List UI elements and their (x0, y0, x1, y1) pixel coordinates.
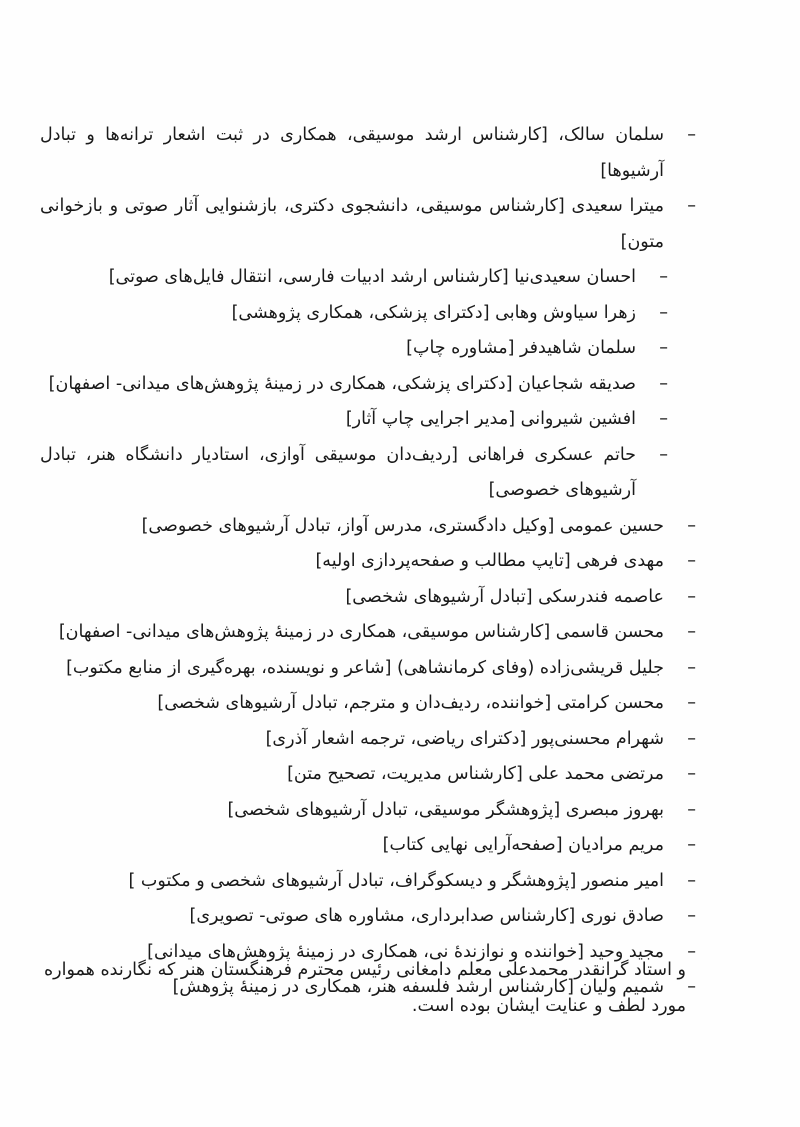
list-dash: – (659, 267, 668, 287)
list-dash: – (659, 444, 668, 465)
list-item-text: سلمان سالک، [کارشناس ارشد موسیقی، همکاری در ثبت اشعار ترانه‌ها و تبادل آرشیوها] (40, 125, 664, 181)
list-dash: – (687, 941, 696, 962)
list-item (40, 899, 696, 935)
list-item-text: احسان سعیدی‌نیا [کارشناس ارشد ادبیات فارسی، انتقال فایل‌های صوتی] (108, 267, 636, 287)
list-item (40, 118, 696, 189)
list-item-text: حاتم عسکری فراهانی [ردیف‌دان موسیقی آوازی، استادیار دانشگاه هنر، تبادل آرشیوهای خصوصی] (40, 444, 636, 500)
list-dash: – (687, 586, 696, 607)
list-item (40, 331, 668, 367)
list-dash: – (687, 870, 696, 891)
list-item-text: سلمان شاهیدفر [مشاوره چاپ] (406, 338, 636, 358)
list-item-text: صدیقه شجاعیان [دکترای پزشکی، همکاری در زمینهٔ پژوهش‌های میدانی- اصفهان] (48, 373, 636, 394)
list-item (40, 828, 696, 864)
list-item (40, 651, 696, 687)
list-item-text: امیر منصور [پژوهشگر و دیسکوگراف، تبادل آرشیوهای شخصی و مکتوب ] (128, 870, 664, 891)
list-dash: – (687, 906, 696, 926)
list-dash: – (659, 409, 668, 429)
list-dash: – (687, 125, 696, 145)
list-item (40, 757, 696, 793)
list-item (40, 438, 668, 509)
list-item-text: مریم مرادیان [صفحه‌آرایی نهایی کتاب] (382, 835, 664, 855)
list-item-text: جلیل قریشی‌زاده (وفای کرمانشاهی) [شاعر و نویسنده، بهره‌گیری از منابع مکتوب] (66, 657, 664, 678)
acknowledgements-list (40, 118, 696, 1006)
list-item-text: مهدی فرهی [تایپ مطالب و صفحه‌پردازی اولیه] (315, 551, 664, 571)
list-item (40, 260, 668, 296)
list-item-text: میترا سعیدی [کارشناس موسیقی، دانشجوی دکتری، بازشنوایی آثار صوتی و بازخوانی متون] (40, 196, 664, 252)
list-dash: – (687, 657, 696, 678)
list-item-text: شهرام محسنی‌پور [دکترای ریاضی، ترجمه اشعار آذری] (265, 728, 664, 749)
list-item-text: شمیم ولیان [کارشناس ارشد فلسفه هنر، همکاری در زمینهٔ پژوهش] (172, 977, 664, 997)
list-item (40, 793, 696, 829)
list-item (40, 367, 668, 403)
list-item (40, 402, 668, 438)
list-item-text: مرتضی محمد علی [کارشناس مدیریت، تصحیح متن] (287, 764, 664, 784)
list-dash: – (687, 515, 696, 536)
list-item (40, 544, 696, 580)
closing-paragraph-wrap (36, 953, 696, 1024)
list-dash: – (659, 338, 668, 358)
list-item (40, 189, 696, 260)
list-dash: – (687, 693, 696, 713)
list-item (40, 580, 696, 616)
list-item (40, 722, 696, 758)
list-item (40, 509, 696, 545)
list-item-text: حسین عمومی [وکیل دادگستری، مدرس آواز، تبادل آرشیوهای خصوصی] (141, 515, 664, 536)
list-item-text: صادق نوری [کارشناس صدابرداری، مشاوره های صوتی- تصویری] (189, 906, 664, 926)
list-dash: – (687, 835, 696, 855)
list-dash: – (687, 551, 696, 571)
list-item-text: بهروز مبصری [پژوهشگر موسیقی، تبادل آرشیوهای شخصی] (227, 799, 664, 820)
list-dash: – (687, 728, 696, 749)
list-item-text: محسن قاسمی [کارشناس موسیقی، همکاری در زمینهٔ پژوهش‌های میدانی- اصفهان] (58, 622, 664, 642)
list-dash: – (687, 196, 696, 216)
list-item-text: مجید وحید [خواننده و نوازندهٔ نی، همکاری در زمینهٔ پژوهش‌های میدانی] (147, 941, 664, 962)
list-item-text: محسن کرامتی [خواننده، ردیف‌دان و مترجم، تبادل آرشیوهای شخصی] (157, 693, 664, 713)
list-item-text: زهرا سیاوش وهابی [دکترای پزشکی، همکاری پژوهشی] (231, 302, 636, 323)
list-item-text: عاصمه فندرسکی [تبادل آرشیوهای شخصی] (345, 586, 664, 607)
list-dash: – (687, 977, 696, 997)
list-dash: – (687, 764, 696, 784)
list-item (40, 296, 668, 332)
list-item (40, 864, 696, 900)
list-item-text: افشین شیروانی [مدیر اجرایی چاپ آثار] (345, 409, 636, 429)
list-item (40, 615, 696, 651)
list-dash: – (687, 799, 696, 820)
list-item (40, 686, 696, 722)
closing-paragraph: و استاد گرانقدر محمدعلی معلم دامغانی رئیس محترم فرهنگستان هنر که نگارنده همواره مورد لطف و عنایت ایشان بوده است. (44, 960, 686, 1016)
list-dash: – (659, 373, 668, 394)
list-dash: – (659, 302, 668, 323)
list-dash: – (687, 622, 696, 642)
